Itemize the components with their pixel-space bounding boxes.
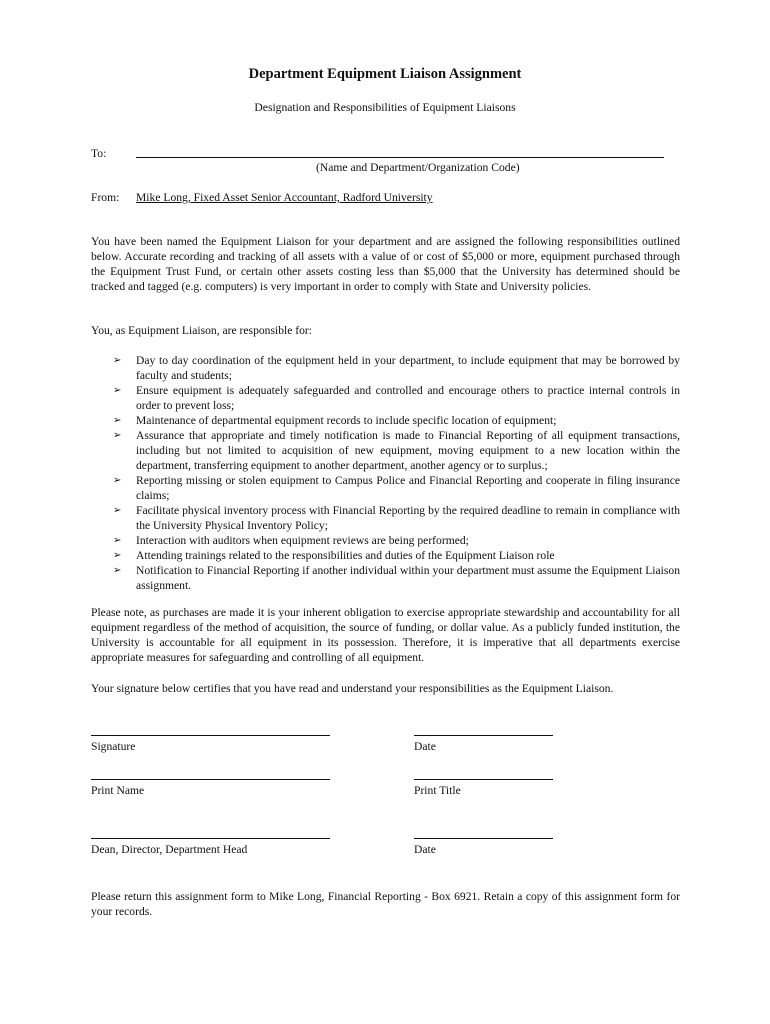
list-item-text: Ensure equipment is adequately safeguarded and controlled and encourage others to practice internal controls in order to prevent loss; xyxy=(136,384,680,412)
signature-field[interactable] xyxy=(91,735,330,754)
print-title-line[interactable] xyxy=(414,779,553,780)
arrow-bullet-icon: ➢ xyxy=(113,355,122,366)
print-name-label: Print Name xyxy=(91,784,145,797)
responsibilities-list xyxy=(113,353,680,593)
to-blank-line[interactable] xyxy=(136,157,664,158)
list-item-text: Assurance that appropriate and timely notification is made to Financial Reporting of all equipment transactions, including but not limited to acquisition of new equipment, moving equipment to a new location within the department, transferring equipment to another department, another agency or to surplus.; xyxy=(136,429,680,472)
arrow-bullet-icon: ➢ xyxy=(113,535,122,546)
to-caption: (Name and Department/Organization Code) xyxy=(316,161,520,174)
list-item xyxy=(113,413,680,428)
date-line[interactable] xyxy=(414,735,553,736)
arrow-bullet-icon: ➢ xyxy=(113,475,122,486)
print-title-label: Print Title xyxy=(414,784,461,797)
signature-line[interactable] xyxy=(91,735,330,736)
arrow-bullet-icon: ➢ xyxy=(113,385,122,396)
list-item xyxy=(113,548,680,563)
list-item-text: Interaction with auditors when equipment reviews are being performed; xyxy=(136,534,469,547)
list-item-text: Facilitate physical inventory process with Financial Reporting by the required deadline to remain in compliance with the University Physical Inventory Policy; xyxy=(136,504,680,532)
arrow-bullet-icon: ➢ xyxy=(113,565,122,576)
intro-paragraph: You have been named the Equipment Liaison for your department and are assigned the following responsibilities outlined below. Accurate recording and tracking of all assets with a value of or cost of $5,000 or more, equipment purchased through the Equipment Trust Fund, or certain other assets costing less than $5,000 that the University has determined should be tracked and tagged (e.g. computers) is very important in order to comply with State and University policies. xyxy=(91,235,680,293)
list-item xyxy=(113,563,680,593)
document-title: Department Equipment Liaison Assignment xyxy=(248,66,522,82)
arrow-bullet-icon: ➢ xyxy=(113,505,122,516)
dean-signature-label: Dean, Director, Department Head xyxy=(91,843,248,856)
list-item xyxy=(113,428,680,473)
list-item-text: Reporting missing or stolen equipment to Campus Police and Financial Reporting and cooperate in filing insurance claims; xyxy=(136,474,680,502)
return-instructions: Please return this assignment form to Mike Long, Financial Reporting - Box 6921. Retain a copy of this assignment form for your records. xyxy=(91,890,680,918)
from-label: From: xyxy=(91,191,120,204)
certify-paragraph: Your signature below certifies that you have read and understand your responsibilities as the Equipment Liaison. xyxy=(91,682,614,695)
arrow-bullet-icon: ➢ xyxy=(113,430,122,441)
arrow-bullet-icon: ➢ xyxy=(113,415,122,426)
list-item-text: Notification to Financial Reporting if another individual within your department must assume the Equipment Liaison assignment. xyxy=(136,564,680,592)
responsible-heading: You, as Equipment Liaison, are responsible for: xyxy=(91,324,312,337)
note-paragraph: Please note, as purchases are made it is your inherent obligation to exercise appropriate stewardship and accountability for all equipment regardless of the method of acquisition, the source of funding, or dollar value. As a publicly funded institution, the University is accountable for all equipment in its possession. Therefore, it is imperative that all departments exercise appropriate measures for safeguarding and controlling of all equipment. xyxy=(91,606,680,664)
date-field[interactable] xyxy=(414,735,553,754)
dean-date-line[interactable] xyxy=(414,838,553,839)
dean-date-field[interactable] xyxy=(414,838,553,857)
list-item xyxy=(113,533,680,548)
list-item-text: Maintenance of departmental equipment records to include specific location of equipment; xyxy=(136,414,557,427)
print-title-field[interactable] xyxy=(414,779,553,798)
arrow-bullet-icon: ➢ xyxy=(113,550,122,561)
list-item xyxy=(113,353,680,383)
list-item-text: Attending trainings related to the responsibilities and duties of the Equipment Liaison role xyxy=(136,549,555,562)
list-item-text: Day to day coordination of the equipment held in your department, to include equipment that may be borrowed by faculty and students; xyxy=(136,354,680,382)
dean-date-label: Date xyxy=(414,843,436,856)
list-item xyxy=(113,473,680,503)
dean-signature-line[interactable] xyxy=(91,838,330,839)
dean-signature-field[interactable] xyxy=(91,838,330,857)
from-value: Mike Long, Fixed Asset Senior Accountant, Radford University xyxy=(136,191,433,204)
document-subtitle: Designation and Responsibilities of Equipment Liaisons xyxy=(254,101,516,114)
date-label: Date xyxy=(414,740,436,753)
to-label: To: xyxy=(91,147,107,160)
signature-label: Signature xyxy=(91,740,136,753)
print-name-line[interactable] xyxy=(91,779,330,780)
print-name-field[interactable] xyxy=(91,779,330,798)
list-item xyxy=(113,383,680,413)
list-item xyxy=(113,503,680,533)
